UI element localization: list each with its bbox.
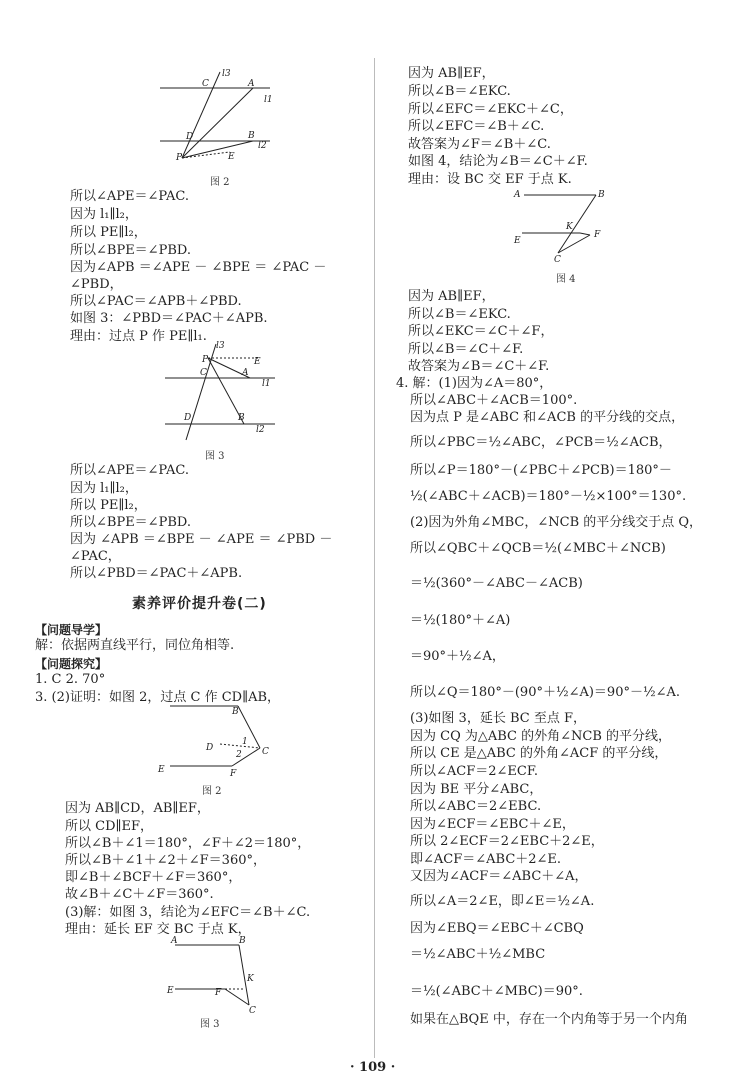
figure-3b-caption: 图 3 bbox=[200, 1019, 220, 1030]
fig2b-label-c: C bbox=[262, 747, 269, 757]
fig3b-label-e: E bbox=[167, 986, 174, 996]
fig3b-label-k: K bbox=[247, 974, 254, 984]
question-3-intro: 3. (2)证明：如图 2，过点 C 作 CD∥AB， bbox=[35, 690, 281, 705]
fig3b-label-f: F bbox=[215, 988, 222, 998]
figure-2b-caption: 图 2 bbox=[202, 786, 222, 797]
text-line: 所以 PE∥l₂， bbox=[70, 498, 147, 513]
text-line: 所以∠APE＝∠PAC. bbox=[70, 189, 189, 204]
text-line: 所以∠ACF＝2∠ECF. bbox=[410, 764, 538, 779]
text-line: 因为 ∠APB ＝∠BPE － ∠APE ＝ ∠PBD － bbox=[70, 532, 333, 547]
fig4-label-b: B bbox=[598, 190, 605, 200]
text-line: 所以∠BPE＝∠PBD. bbox=[70, 243, 191, 258]
answers-1-2: 1. C 2. 70° bbox=[35, 672, 106, 687]
text-line: 所以∠EFC＝∠EKC＋∠C， bbox=[408, 102, 573, 117]
text-line: 即∠ACF＝∠ABC＋2∠E. bbox=[410, 852, 562, 867]
text-line: 所以∠PAC＝∠APB＋∠PBD. bbox=[70, 294, 242, 309]
text-line: 因为 AB∥EF， bbox=[408, 66, 495, 81]
text-line: 所以 PE∥l₂， bbox=[70, 225, 147, 240]
fig3b-label-c: C bbox=[249, 1006, 256, 1015]
text-line: 所以∠ABC＝2∠EBC. bbox=[410, 799, 542, 814]
text-line: 所以∠B＋∠1＋∠2＋∠F＝360°， bbox=[65, 853, 266, 868]
fig2b-label-2: 2 bbox=[236, 750, 242, 760]
fig2-label-e: E bbox=[228, 152, 235, 162]
text-line: 所以∠P＝180°－(∠PBC＋∠PCB)＝180°－ bbox=[410, 463, 672, 478]
text-line: ＝90°＋½∠A， bbox=[410, 649, 505, 664]
text-line: ＝½(180°＋∠A) bbox=[410, 613, 511, 628]
text-line: 因为点 P 是∠ABC 和∠ACB 的平分线的交点， bbox=[410, 410, 685, 425]
fig2-label-p: P bbox=[176, 153, 183, 163]
fig3-label-l1: l1 bbox=[262, 379, 271, 389]
text-line: ＝½(360°－∠ABC－∠ACB) bbox=[410, 576, 583, 591]
text-line: 所以 2∠ECF＝2∠EBC＋2∠E， bbox=[410, 834, 604, 849]
section-title: 素养评价提升卷(二) bbox=[132, 596, 267, 612]
text-line: 如图 4，结论为∠B＝∠C＋∠F. bbox=[408, 154, 588, 169]
fig3-label-a: A bbox=[242, 368, 249, 378]
fig2b-label-e: E bbox=[158, 765, 165, 775]
text-line: 因为 l₁∥l₂， bbox=[70, 481, 138, 496]
fig4-label-k: K bbox=[566, 222, 573, 232]
text-line: ∠PAC， bbox=[70, 549, 121, 564]
text-line: 所以∠PBC＝½∠ABC，∠PCB＝½∠ACB， bbox=[410, 435, 672, 450]
text-line: ＝½(∠ABC＋∠MBC)＝90°. bbox=[410, 984, 583, 999]
fig2-label-b: B bbox=[248, 131, 255, 141]
text-line: 因为∠ECF＝∠EBC＋∠E， bbox=[410, 817, 575, 832]
fig2b-label-1: 1 bbox=[242, 737, 248, 747]
fig2-label-l1: l1 bbox=[264, 95, 273, 105]
text-line: 因为 BE 平分∠ABC， bbox=[410, 782, 543, 797]
figure-3-caption: 图 3 bbox=[205, 451, 225, 462]
text-line: 又因为∠ACF＝∠ABC＋∠A， bbox=[410, 869, 588, 884]
figure-4-caption: 图 4 bbox=[556, 274, 576, 285]
text-line: 因为∠APB ＝∠APE － ∠BPE ＝ ∠PAC － bbox=[70, 260, 327, 275]
text-line: 理由：过点 P 作 PE∥l₁. bbox=[70, 329, 207, 344]
text-line: 因为∠EBQ＝∠EBC＋∠CBQ bbox=[410, 921, 584, 936]
fig4-label-a: A bbox=[514, 190, 521, 200]
text-line: 故答案为∠F＝∠B＋∠C. bbox=[408, 137, 551, 152]
text-line: 所以∠B＝∠EKC. bbox=[408, 84, 511, 99]
tag-problem-guide: 【问题导学】 bbox=[35, 623, 108, 637]
fig2-label-a: A bbox=[248, 79, 255, 89]
text-line: 所以∠APE＝∠PAC. bbox=[70, 463, 189, 478]
text-line: ＝½∠ABC＋½∠MBC bbox=[410, 947, 546, 962]
text-line: ∠PBD， bbox=[70, 277, 123, 292]
fig2b-label-f: F bbox=[230, 769, 237, 779]
question-4-intro: 4. 解：(1)因为∠A＝80°， bbox=[396, 376, 553, 391]
text-line: ½(∠ABC＋∠ACB)＝180°－½×100°＝130°. bbox=[410, 489, 687, 504]
fig2-label-d: D bbox=[186, 132, 194, 142]
figure-3-zigzag bbox=[165, 935, 275, 1015]
text-line: 所以∠Q＝180°－(90°＋½∠A)＝90°－½∠A. bbox=[410, 685, 680, 700]
fig2-label-l3: l3 bbox=[222, 69, 231, 79]
text-line: 所以∠EFC＝∠B＋∠C. bbox=[408, 119, 545, 134]
fig3-label-l2: l2 bbox=[256, 425, 265, 435]
figure-2-zigzag bbox=[150, 700, 280, 780]
fig4-label-c: C bbox=[554, 255, 561, 265]
text-line: 理由：设 BC 交 EF 于点 K. bbox=[408, 172, 572, 187]
text-line: 所以∠PBD＝∠PAC＋∠APB. bbox=[70, 566, 243, 581]
text-line: 所以∠B＋∠1＝180°，∠F＋∠2＝180°， bbox=[65, 836, 311, 851]
text-line: 理由：延长 EF 交 BC 于点 K， bbox=[65, 922, 251, 937]
fig3b-label-b: B bbox=[239, 936, 246, 946]
text-line: 故∠B＋∠C＋∠F＝360°. bbox=[65, 887, 214, 902]
page-number: · 109 · bbox=[350, 1060, 396, 1075]
text-line: 所以 CD∥EF， bbox=[65, 819, 154, 834]
figure-4 bbox=[508, 185, 618, 267]
text-line: 因为 l₁∥l₂， bbox=[70, 207, 138, 222]
text-line: (3)如图 3，延长 BC 至点 F， bbox=[410, 711, 586, 726]
text-line: 所以∠EKC＝∠C＋∠F， bbox=[408, 324, 554, 339]
fig3b-label-a: A bbox=[171, 936, 178, 946]
fig3-label-l3: l3 bbox=[216, 341, 225, 351]
text-line: 所以∠BPE＝∠PBD. bbox=[70, 515, 191, 530]
text-line: 所以∠ABC＋∠ACB＝100°. bbox=[410, 393, 578, 408]
tag-problem-explore: 【问题探究】 bbox=[35, 657, 108, 671]
fig2-label-c: C bbox=[202, 79, 209, 89]
figure-3-parallel-lines bbox=[160, 340, 280, 445]
fig3-label-b: B bbox=[238, 413, 245, 423]
fig2-label-l2: l2 bbox=[258, 141, 267, 151]
text-line: 所以∠B＝∠EKC. bbox=[408, 307, 511, 322]
fig3-label-p: P bbox=[202, 355, 209, 365]
text-line: 故答案为∠B＝∠C＋∠F. bbox=[408, 359, 550, 374]
fig2b-label-d: D bbox=[206, 743, 214, 753]
fig3-label-d: D bbox=[184, 413, 192, 423]
text-line: 即∠B＋∠BCF＋∠F＝360°， bbox=[65, 870, 242, 885]
fig4-label-f: F bbox=[594, 230, 601, 240]
text-line: 所以 CE 是△ABC 的外角∠ACF 的平分线， bbox=[410, 746, 668, 761]
text-line: 所以∠A＝2∠E，即∠E＝½∠A. bbox=[410, 894, 595, 909]
fig2b-label-b: B bbox=[232, 707, 239, 717]
figure-2-parallel-lines bbox=[150, 62, 280, 172]
text-line: 所以∠QBC＋∠QCB＝½(∠MBC＋∠NCB) bbox=[410, 541, 666, 556]
figure-2-caption: 图 2 bbox=[210, 177, 230, 188]
text-line: (2)因为外角∠MBC，∠NCB 的平分线交于点 Q， bbox=[410, 515, 703, 530]
text-line: 因为 AB∥EF， bbox=[408, 289, 495, 304]
fig3-label-c: C bbox=[200, 368, 207, 378]
text-line: (3)解：如图 3，结论为∠EFC＝∠B＋∠C. bbox=[65, 905, 311, 920]
text-line: 如图 3：∠PBD＝∠PAC＋∠APB. bbox=[70, 311, 268, 326]
column-divider bbox=[374, 58, 375, 1058]
text-line: 因为 CQ 为△ABC 的外角∠NCB 的平分线， bbox=[410, 729, 672, 744]
text-line: 因为 AB∥CD，AB∥EF， bbox=[65, 801, 210, 816]
text-line: 如果在△BQE 中，存在一个内角等于另一个内角 bbox=[410, 1012, 688, 1027]
guide-text: 解：依据两直线平行，同位角相等. bbox=[35, 638, 235, 653]
fig4-label-e: E bbox=[514, 236, 521, 246]
fig3-label-e: E bbox=[254, 357, 261, 367]
text-line: 所以∠B＝∠C＋∠F. bbox=[408, 342, 524, 357]
